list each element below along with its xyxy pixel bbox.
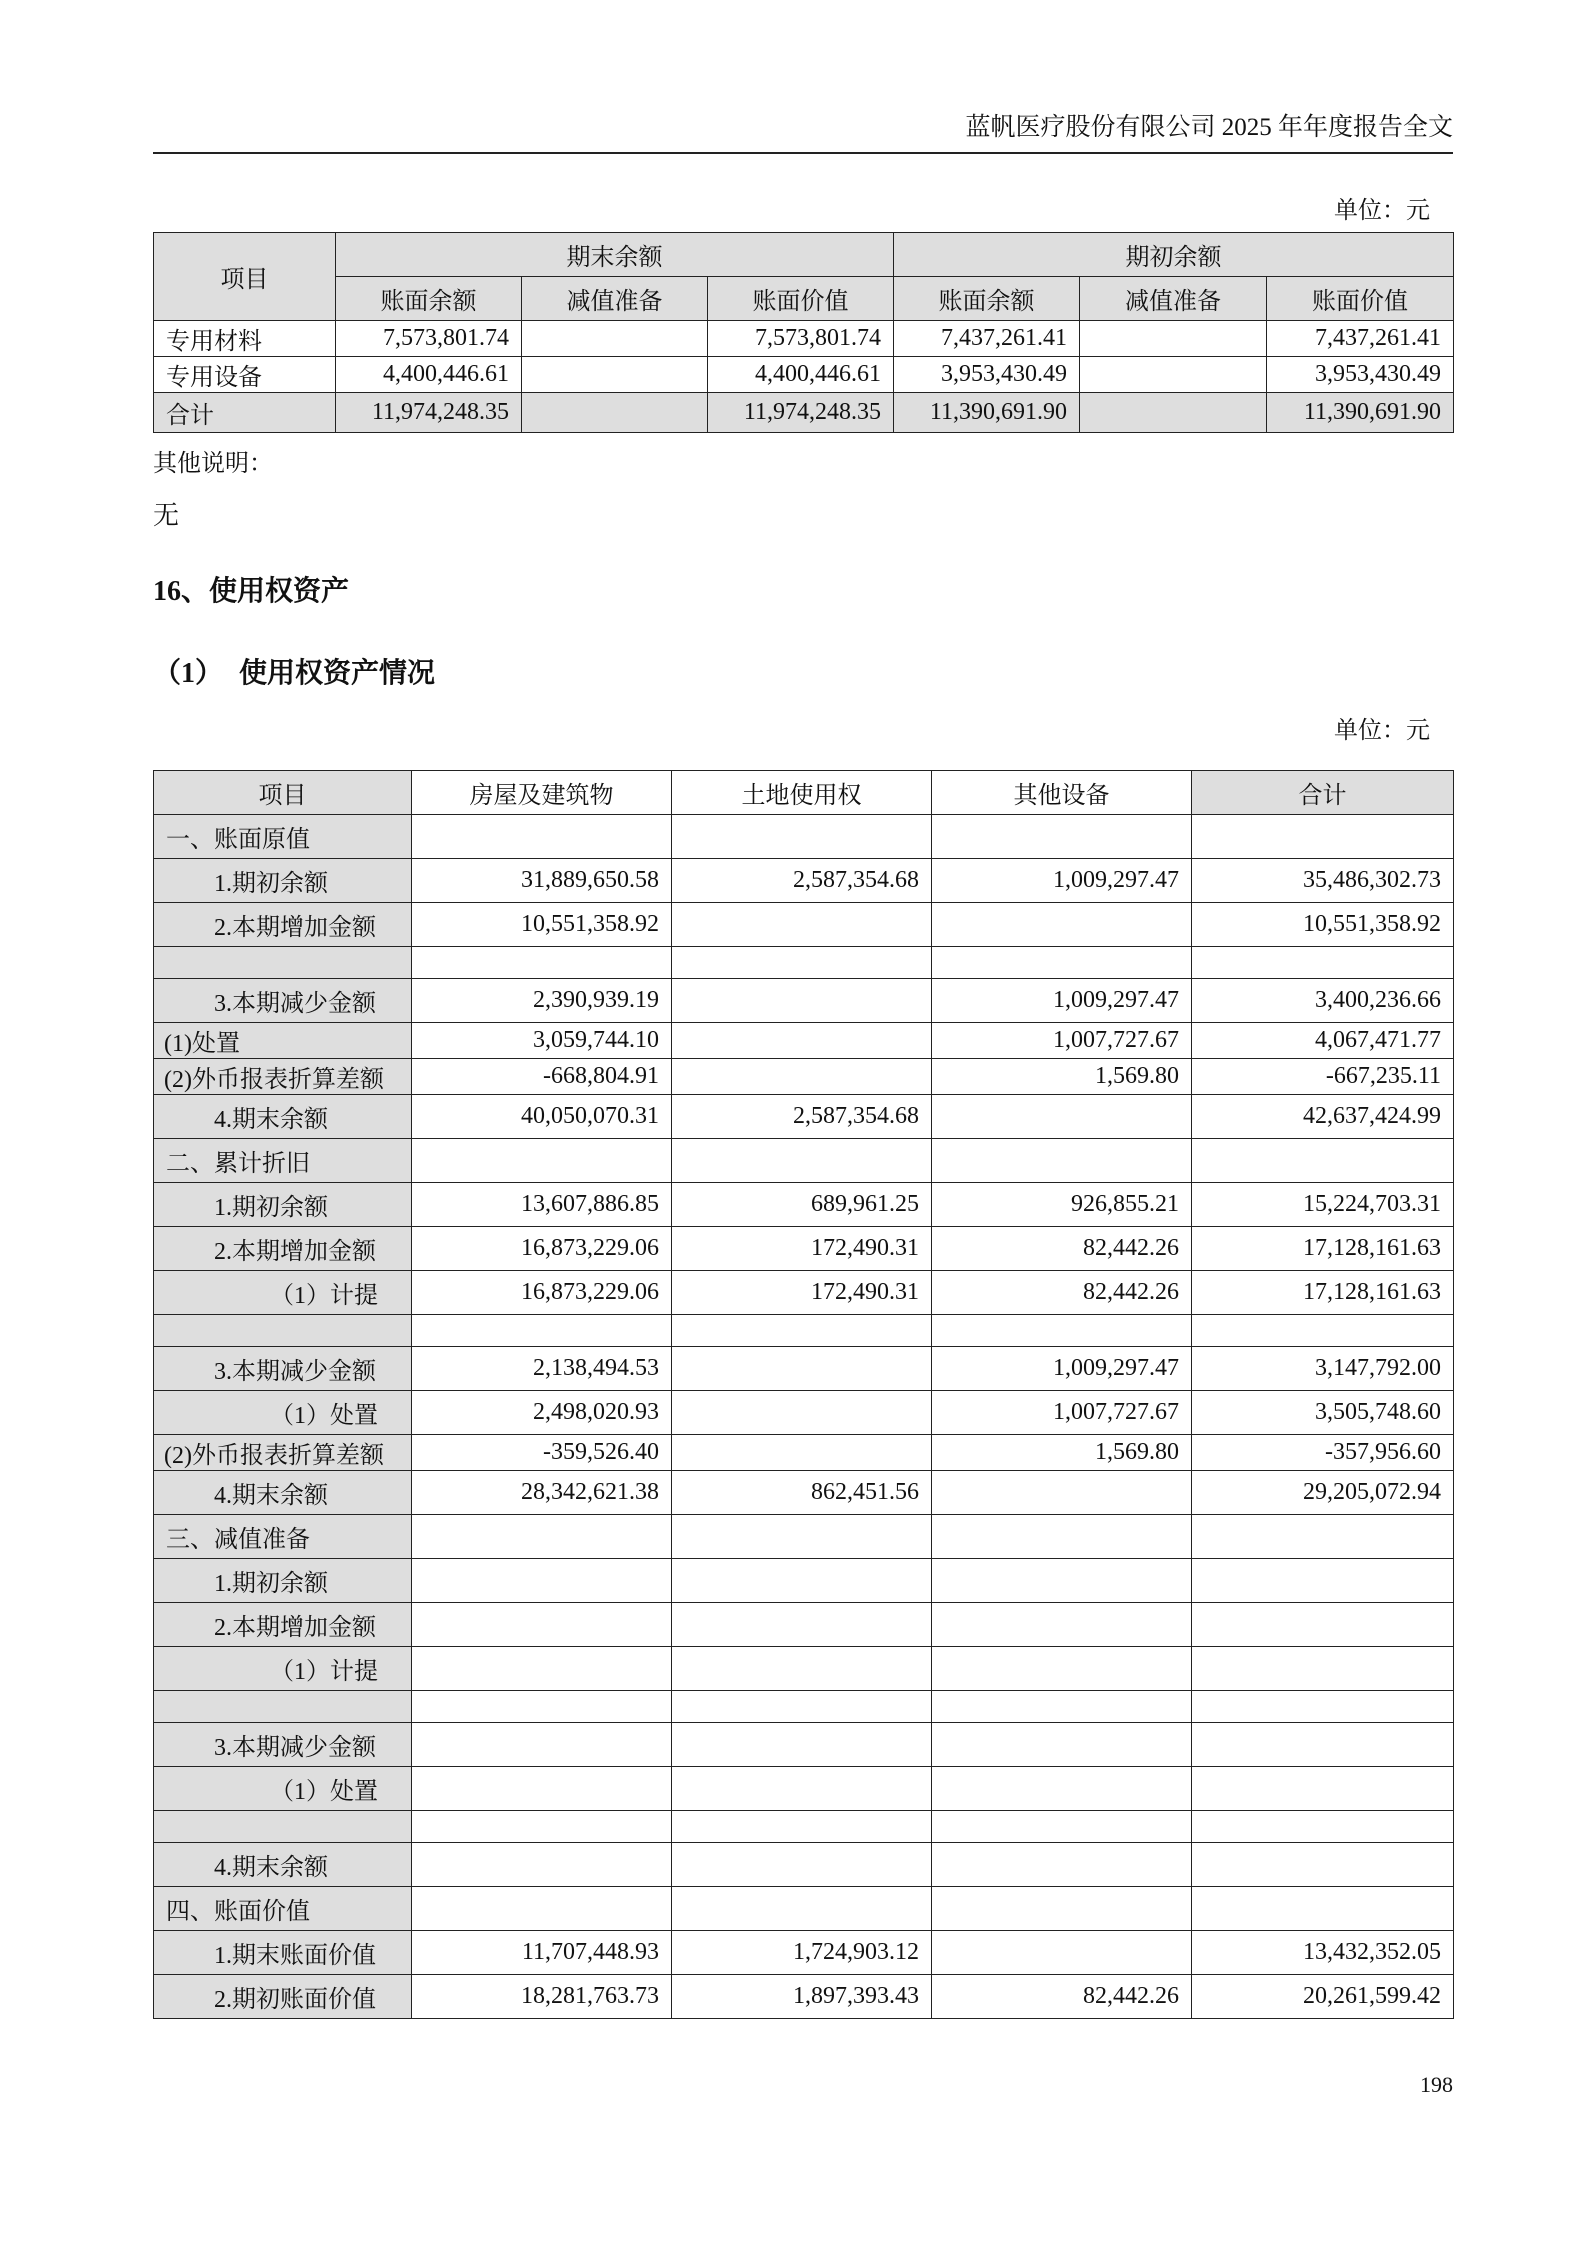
table-cell [672, 1691, 932, 1723]
table-cell [672, 1843, 932, 1887]
table-row [154, 1471, 1454, 1515]
table-row [154, 979, 1454, 1023]
table-cell: 82,442.26 [932, 1975, 1192, 2019]
table-cell [412, 1811, 672, 1843]
table-cell: -357,956.60 [1192, 1435, 1454, 1471]
table-row [154, 1435, 1454, 1471]
table-cell: 172,490.31 [672, 1227, 932, 1271]
inventory-subcol-begin-gross: 账面余额 [894, 277, 1080, 321]
header-divider [153, 152, 1453, 154]
table-cell: 4,400,446.61 [708, 357, 894, 393]
subsection-number: （1） [153, 658, 224, 689]
table-cell: -667,235.11 [1192, 1059, 1454, 1095]
table-row [154, 1515, 1454, 1559]
row-label: （1）计提 [154, 1647, 412, 1691]
rou-col-other-equipment: 其他设备 [932, 771, 1192, 815]
table-cell [672, 1023, 932, 1059]
table-cell [932, 1843, 1192, 1887]
table-cell [1192, 1691, 1454, 1723]
table-cell [412, 1723, 672, 1767]
table-cell: 7,573,801.74 [708, 321, 894, 357]
table-cell: 4,067,471.77 [1192, 1023, 1454, 1059]
table-row [154, 1059, 1454, 1095]
row-label: （1）处置 [154, 1391, 412, 1435]
row-label: 一、账面原值 [154, 815, 412, 859]
table-row [154, 357, 1454, 393]
table-cell: 17,128,161.63 [1192, 1227, 1454, 1271]
table-cell: 2,587,354.68 [672, 859, 932, 903]
table-row [154, 1767, 1454, 1811]
table-cell [932, 815, 1192, 859]
row-label: 1.期初余额 [154, 1183, 412, 1227]
inventory-col-item: 项目 [154, 233, 336, 321]
table-cell: 35,486,302.73 [1192, 859, 1454, 903]
table-cell: 29,205,072.94 [1192, 1471, 1454, 1515]
table-cell [412, 1515, 672, 1559]
table-cell [672, 1347, 932, 1391]
row-label: (2)外币报表折算差额 [154, 1435, 412, 1471]
table-cell [672, 1315, 932, 1347]
table-cell [412, 1603, 672, 1647]
table-cell [1192, 1515, 1454, 1559]
table-cell [932, 1603, 1192, 1647]
table-cell: 1,009,297.47 [932, 1347, 1192, 1391]
table-cell [672, 1559, 932, 1603]
table-cell: 2,498,020.93 [412, 1391, 672, 1435]
table-row [154, 1183, 1454, 1227]
spacer-row [154, 947, 1454, 979]
table-cell: 16,873,229.06 [412, 1227, 672, 1271]
table-cell: 1,009,297.47 [932, 979, 1192, 1023]
table-cell: 17,128,161.63 [1192, 1271, 1454, 1315]
rou-table-body [154, 815, 1454, 2019]
inventory-subcol-end-gross: 账面余额 [336, 277, 522, 321]
table-cell [1192, 815, 1454, 859]
row-label: 4.期末余额 [154, 1843, 412, 1887]
table-cell [672, 1059, 932, 1095]
table-cell [932, 1471, 1192, 1515]
table-cell [672, 1435, 932, 1471]
row-label: 3.本期减少金额 [154, 1347, 412, 1391]
table-cell [412, 1691, 672, 1723]
table-cell [522, 321, 708, 357]
row-label: 2.本期增加金额 [154, 1227, 412, 1271]
table-cell: 10,551,358.92 [1192, 903, 1454, 947]
table-cell: 689,961.25 [672, 1183, 932, 1227]
spacer-row [154, 1811, 1454, 1843]
table-row [154, 321, 1454, 357]
other-notes-text: 无 [153, 501, 180, 530]
table-cell [932, 1931, 1192, 1975]
table-cell: 1,007,727.67 [932, 1391, 1192, 1435]
table-cell [412, 1559, 672, 1603]
table-cell: 1,897,393.43 [672, 1975, 932, 2019]
table-cell [672, 1603, 932, 1647]
inventory-group-end: 期末余额 [336, 233, 894, 277]
row-label: 1.期初余额 [154, 1559, 412, 1603]
inventory-table-body [154, 321, 1454, 433]
table-cell: 2,587,354.68 [672, 1095, 932, 1139]
row-label: 3.本期减少金额 [154, 1723, 412, 1767]
table-cell: 2,138,494.53 [412, 1347, 672, 1391]
table-cell: 3,147,792.00 [1192, 1347, 1454, 1391]
row-label: 专用材料 [154, 321, 336, 357]
table-cell: 11,390,691.90 [1267, 393, 1454, 433]
table-cell: 82,442.26 [932, 1227, 1192, 1271]
table-cell: 7,573,801.74 [336, 321, 522, 357]
inventory-subcol-end-impairment: 减值准备 [522, 277, 708, 321]
row-label: 3.本期减少金额 [154, 979, 412, 1023]
table-cell: 2,390,939.19 [412, 979, 672, 1023]
table-cell: 862,451.56 [672, 1471, 932, 1515]
spacer-row [154, 1691, 1454, 1723]
table-cell: -668,804.91 [412, 1059, 672, 1095]
table-row [154, 1975, 1454, 2019]
rou-unit-label: 单位：元 [1334, 718, 1430, 744]
row-label: 1.期末账面价值 [154, 1931, 412, 1975]
table-cell [672, 1723, 932, 1767]
table-cell: 7,437,261.41 [1267, 321, 1454, 357]
table-cell [672, 947, 932, 979]
table-cell [672, 1515, 932, 1559]
table-cell [412, 947, 672, 979]
table-cell: 11,974,248.35 [708, 393, 894, 433]
table-cell: 11,390,691.90 [894, 393, 1080, 433]
table-cell [1192, 1811, 1454, 1843]
row-label: （1）处置 [154, 1767, 412, 1811]
row-label [154, 1315, 412, 1347]
table-cell: 42,637,424.99 [1192, 1095, 1454, 1139]
inventory-group-begin: 期初余额 [894, 233, 1454, 277]
table-cell: 3,953,430.49 [894, 357, 1080, 393]
table-cell [522, 393, 708, 433]
row-label: 2.本期增加金额 [154, 903, 412, 947]
inventory-unit-label: 单位：元 [1334, 198, 1430, 224]
table-cell: 13,432,352.05 [1192, 1931, 1454, 1975]
table-cell [522, 357, 708, 393]
table-cell [1080, 393, 1267, 433]
table-row [154, 903, 1454, 947]
table-cell: 3,505,748.60 [1192, 1391, 1454, 1435]
table-row [154, 393, 1454, 433]
row-label: (2)外币报表折算差额 [154, 1059, 412, 1095]
table-cell: 18,281,763.73 [412, 1975, 672, 2019]
report-header-title: 蓝帆医疗股份有限公司 2025 年年度报告全文 [965, 114, 1453, 141]
table-cell: 3,400,236.66 [1192, 979, 1454, 1023]
table-cell: 926,855.21 [932, 1183, 1192, 1227]
table-cell: 3,059,744.10 [412, 1023, 672, 1059]
row-label [154, 1811, 412, 1843]
table-cell [1192, 1139, 1454, 1183]
table-cell: 4,400,446.61 [336, 357, 522, 393]
table-cell [932, 1315, 1192, 1347]
table-cell [932, 1887, 1192, 1931]
rou-col-land-use-rights: 土地使用权 [672, 771, 932, 815]
row-label: 1.期初余额 [154, 859, 412, 903]
inventory-subcol-end-net: 账面价值 [708, 277, 894, 321]
table-row [154, 1227, 1454, 1271]
table-row [154, 1723, 1454, 1767]
table-row [154, 1391, 1454, 1435]
table-cell: 1,569.80 [932, 1059, 1192, 1095]
table-cell [672, 815, 932, 859]
right-of-use-assets-table [153, 770, 1454, 2019]
row-label: 2.本期增加金额 [154, 1603, 412, 1647]
table-cell [672, 1887, 932, 1931]
table-row [154, 1887, 1454, 1931]
table-cell [672, 1767, 932, 1811]
table-cell [412, 1887, 672, 1931]
table-cell [672, 1647, 932, 1691]
table-cell [932, 1515, 1192, 1559]
row-label: 4.期末余额 [154, 1095, 412, 1139]
row-label: 合计 [154, 393, 336, 433]
table-cell: 40,050,070.31 [412, 1095, 672, 1139]
table-cell [932, 1723, 1192, 1767]
table-cell [932, 947, 1192, 979]
table-cell: 15,224,703.31 [1192, 1183, 1454, 1227]
table-row [154, 1931, 1454, 1975]
table-cell [1192, 1559, 1454, 1603]
table-row [154, 859, 1454, 903]
table-row [154, 815, 1454, 859]
table-cell [672, 1139, 932, 1183]
table-cell [932, 1647, 1192, 1691]
table-cell: 82,442.26 [932, 1271, 1192, 1315]
table-row [154, 1095, 1454, 1139]
row-label: 4.期末余额 [154, 1471, 412, 1515]
table-cell: 31,889,650.58 [412, 859, 672, 903]
table-cell [932, 1559, 1192, 1603]
table-cell [412, 815, 672, 859]
table-cell: 28,342,621.38 [412, 1471, 672, 1515]
table-cell [412, 1315, 672, 1347]
table-cell [1192, 1723, 1454, 1767]
spacer-row [154, 1315, 1454, 1347]
row-label: （1）计提 [154, 1271, 412, 1315]
rou-col-total: 合计 [1192, 771, 1454, 815]
table-cell: 1,007,727.67 [932, 1023, 1192, 1059]
row-label: 专用设备 [154, 357, 336, 393]
subsection-heading [153, 655, 435, 693]
table-cell: 11,707,448.93 [412, 1931, 672, 1975]
row-label: 二、累计折旧 [154, 1139, 412, 1183]
table-row [154, 1023, 1454, 1059]
row-label: 四、账面价值 [154, 1887, 412, 1931]
table-cell [1192, 1647, 1454, 1691]
row-label [154, 947, 412, 979]
table-row [154, 1139, 1454, 1183]
other-notes-label: 其他说明： [153, 451, 273, 477]
table-cell [412, 1647, 672, 1691]
table-cell [1080, 321, 1267, 357]
row-label [154, 1691, 412, 1723]
table-cell [1192, 947, 1454, 979]
table-cell [672, 903, 932, 947]
inventory-subcol-begin-impairment: 减值准备 [1080, 277, 1267, 321]
table-cell: 1,569.80 [932, 1435, 1192, 1471]
table-cell [412, 1767, 672, 1811]
page-number: 198 [1420, 2072, 1453, 2097]
table-cell [1192, 1603, 1454, 1647]
table-cell [412, 1843, 672, 1887]
table-cell: 7,437,261.41 [894, 321, 1080, 357]
section-heading: 16、使用权资产 [153, 576, 350, 607]
table-cell [672, 979, 932, 1023]
table-cell [932, 1691, 1192, 1723]
rou-col-buildings: 房屋及建筑物 [412, 771, 672, 815]
table-cell: 172,490.31 [672, 1271, 932, 1315]
table-cell [672, 1811, 932, 1843]
subsection-title: 使用权资产情况 [239, 658, 436, 689]
table-cell [1192, 1843, 1454, 1887]
table-cell: 10,551,358.92 [412, 903, 672, 947]
table-cell: 3,953,430.49 [1267, 357, 1454, 393]
inventory-table [153, 232, 1454, 433]
table-row [154, 1271, 1454, 1315]
table-cell [1192, 1315, 1454, 1347]
table-cell: 13,607,886.85 [412, 1183, 672, 1227]
table-row [154, 1647, 1454, 1691]
row-label: 2.期初账面价值 [154, 1975, 412, 2019]
table-cell [412, 1139, 672, 1183]
table-cell [1192, 1887, 1454, 1931]
table-cell [932, 1139, 1192, 1183]
table-row [154, 1347, 1454, 1391]
row-label: (1)处置 [154, 1023, 412, 1059]
table-cell [932, 903, 1192, 947]
table-row [154, 1603, 1454, 1647]
table-cell: -359,526.40 [412, 1435, 672, 1471]
table-cell: 11,974,248.35 [336, 393, 522, 433]
table-cell: 1,724,903.12 [672, 1931, 932, 1975]
table-row [154, 1559, 1454, 1603]
rou-col-item: 项目 [154, 771, 412, 815]
table-cell [672, 1391, 932, 1435]
table-cell [1080, 357, 1267, 393]
row-label: 三、减值准备 [154, 1515, 412, 1559]
table-cell [932, 1095, 1192, 1139]
table-cell: 20,261,599.42 [1192, 1975, 1454, 2019]
table-row [154, 1843, 1454, 1887]
inventory-subcol-begin-net: 账面价值 [1267, 277, 1454, 321]
table-cell [932, 1811, 1192, 1843]
table-cell [932, 1767, 1192, 1811]
table-cell: 16,873,229.06 [412, 1271, 672, 1315]
table-cell [1192, 1767, 1454, 1811]
table-cell: 1,009,297.47 [932, 859, 1192, 903]
